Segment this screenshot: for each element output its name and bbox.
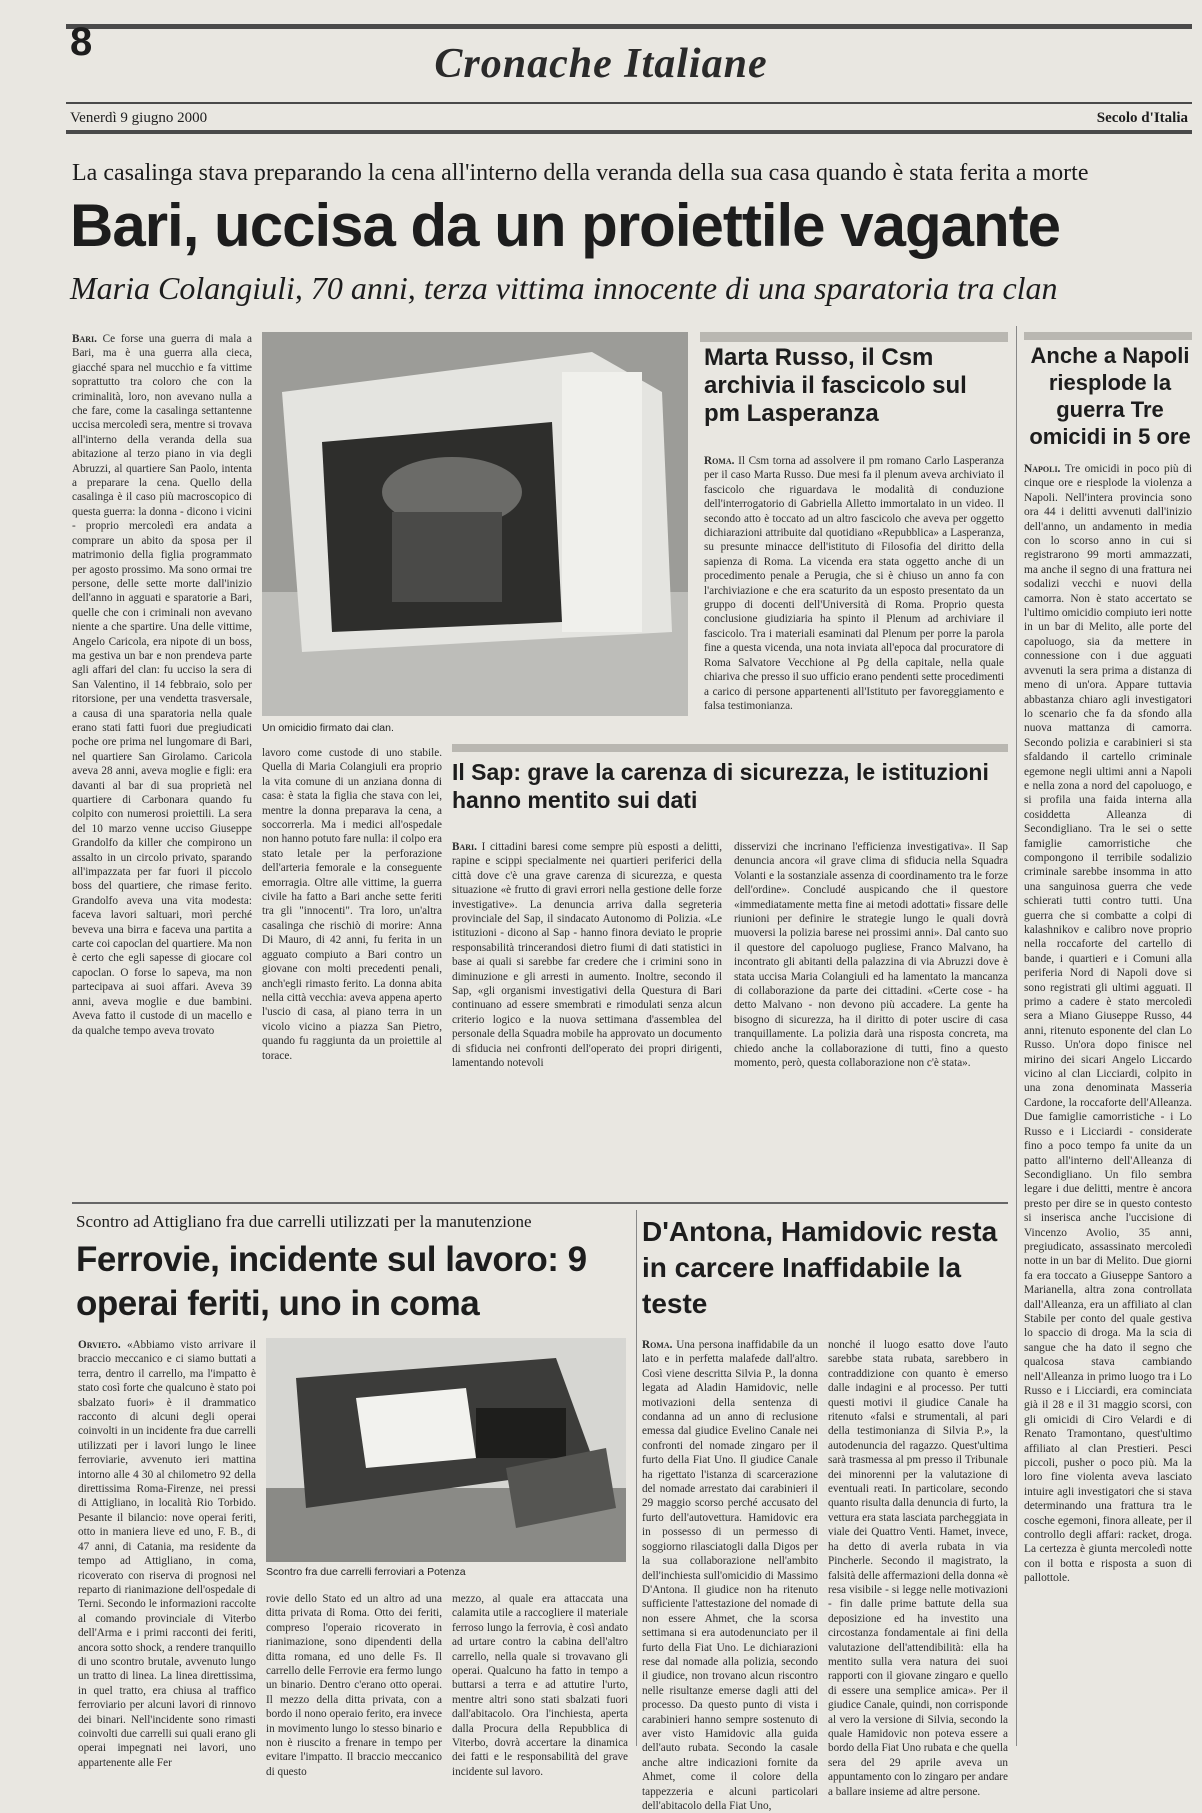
newspaper-name: Secolo d'Italia [1096,110,1188,126]
ferrovie-column-3: mezzo, al quale era attaccata una calamita utile a raccogliere il materiale ferroso lungo la ferrovia, è così andato ad urtare contro la cabina dell'altro carrello, nella quale si trovavano gli operai. Qualcuno ha fatto in tempo a buttarsi a terra e ad attutire l'urto, mentre altri sono stati sbalzati fuori dall'abitacolo. Ora l'inchiesta, aperta dalla Procura della Repubblica di Viterbo, dovrà accertare la dinamica dei fatti e le responsabilità del grave incidente sul lavoro. [452,1593,628,1778]
lead-column-2: lavoro come custode di uno stabile. Quella di Maria Colangiuli era proprio la vita comune di un anziana donna di casa: è stata la figlia che stava con lei, mentre la donna preparava la cena, a soccorrerla. Ma i medici all'ospedale non hanno potuto fare nulla: il colpo era stato letale per la perforazione dell'arteria femorale e la conseguente emorragia. Oltre alle vittime, la guerra civile ha fatto a Bari anche sette feriti tra gli "innocenti". Tra loro, un'altra casalinga che rischiò di morire: Anna Di Mauro, di 42 anni, fu ferita in un agguato compiuto a Bari contro un giovane con molti precedenti penali, anch'egli rimasto ferito. La donna abita nella città vecchia: aveva appena aperto l'uscio di casa, al piano terra in un vicolo vicino a piazza San Pietro, quando fu raggiunta da un proiettile al torace. [262,747,442,1062]
ferrovie-text-1: «Abbiamo visto arrivare il braccio meccanico e ci siamo buttati a terra, dentro il carrello, ma l'impatto è stato così forte che qualcuno è stato poi sbalzato fuori» è il drammatico racconto di alcuni degli operai coinvolti in un incidente fra due carrelli utilizzati per i lavori lungo le linee ferroviarie, avvenuto ieri mattina intorno alle 4 30 al chilometro 92 della direttissima Roma-Firenze, nei pressi di Attigliano, in località Rio Torbido. Pesante il bilancio: nove operai feriti, otto in maniera lieve ed uno, F. B., di 47 anni, di Catania, ma residente da tempo ad Attigliano, in coma, ricoverato con riserva di prognosi nel reparto di rianimazione dell'ospedale di Terni. Secondo le informazioni raccolte al comando provinciale di Viterbo dell'Arma e i primi racconti dei feriti, ancora sotto shock, a rendere tranquillo di uno scontro brutale, avvenuto lungo un tratto di linea. La linea direttissima, in quel tratto, era chiusa al traffico ferroviario per alcuni lavori di rinnovo dei binari. Nell'incidente sono rimasti coinvolti due carrelli sui quali erano gli operai impegnati nei lavori, uno appartenente alle Fer [78,1339,256,1769]
napoli-body [1024,462,1192,1748]
sap-dateline: Bari. [452,841,477,853]
masthead-rule [66,102,1192,104]
sap-headline: Il Sap: grave la carenza di sicurezza, le istituzioni hanno mentito sui dati [452,759,989,813]
masthead-bottom-rule [66,130,1192,134]
napoli-text: Tre omicidi in poco più di cinque ore e riesplode la violenza a Napoli. Nell'intera provincia sono ora 44 i delitti avvenuti dall'inizio dell'anno, un andamento in media con lo scorso anno in cui si registrarono 99 morti ammazzati, ma anche il segno di una frattura nei sodalizi vecchi e nuovi della camorra. Non è stato accertato se l'ultimo omicidio compiuto ieri notte in un bar di Melito, alle porte del capoluogo, sia da mettere in connessione con i due agguati avvenuti la sera prima a distanza di meno di un'ora. Appare tuttavia abbastanza chiaro agli investigatori lo scenario che fa da sfondo alla nuova mattanza di camorra. Secondo polizia e carabinieri si sta sfaldando il cartello criminale egemone negli ultimi anni a Napoli e nella zona a nord del capoluogo, e si profila una faida interna alla cosiddetta Alleanza di Secondigliano. Tra le sei o sette famiglie camorristiche che compongono il terribile sodalizio criminale sarebbe insomma in atto una sanguinosa guerra che vede schierati tutti contro tutti. Una guerra che si combatte a colpi di kalashnikov e calibro nove proprio nella roccaforte del cartello di bande, i quartieri e i Comuni alla periferia Nord di Napoli dove si sono registrati gli ultimi agguati. Il primo a cadere è stato mercoledì sera a Miano Giuseppe Russo, 44 anni, ritenuto esponente del clan Lo Russo. Un'ora dopo finisce nel mirino dei sicari Angelo Liccardo vicino al clan Licciardi, colpito in una zona denominata Masseria Cardone, la roccaforte dell'Alleanza. Due famiglie camorristiche - i Lo Russo e i Licciardi - considerate fino a poco tempo fa unite da un patto all'interno dell'Alleanza di Secondigliano. Un filo sembra legare i due delitti, mentre è ancora presto per dire se in questo contesto si inserisca anche l'uccisione di Vincenzo Avolio, 35 anni, pregiudicato, assassinato mercoledì notte in un bar di Melito. Due giorni fa era toccato a Giuseppe Santoro a Marianella, altra zona controllata dall'Alleanza, era un affiliato al clan Stabile per conto del quale gestiva lo spaccio di droga. Ma la scia di sangue che ha dato il segno che qualcosa stava cambiando nell'Alleanza in primo luogo tra i Lo Russo e i Licciardi, era cominciata già il 28 e il 31 maggio scorsi, con gli omicidi di Ciro Velardi e di Renato Tramontano, quest'ultimo affiliato al clan Prestieri. Pesci piccoli, pusher o poco più. Ma la loro fine violenta aveva lasciato intuire agli investigatori che si stava determinando una frattura tra le cosche egemoni, finora alleate, per il controllo degli affari: racket, droga. La certezza è giunta mercoledì notte con il botta e risposta a suon di pallottole. [1024,463,1192,1585]
ferrovie-headline: Ferrovie, incidente sul lavoro: 9 operai feriti, uno in coma [76,1240,587,1323]
sap-column-2: disservizi che incrinano l'efficienza investigativa». Il Sap denuncia ancora «il grave clima di sfiducia nella Squadra Volanti e la sostanziale assenza di coordinamento tra le forze dell'ordine». Concludé auspicando che il questore «immediatamente metta fine ai metodi adottati» fissare delle riunioni per definire le strategie lungo le quali dovrà muoversi la polizia barese nei prossimi anni». Dal canto suo il questore del capoluogo pugliese, Franco Malvano, ha incontrato gli abitanti della palazzina di via Abruzzi dove è stata uccisa Maria Colangiuli ed ha lamentato la mancanza di collaborazione da parte dei cittadini. «Certe cose - ha detto Malvano - non devono più accadere. La gente ha bisogno di sicurezza, ha il diritto di poter uscire di casa tranquillamente. La polizia darà una risposta concreta, ma chiedo anche la collaborazione di tutti, fino a questo momento, però, questa collaborazione non c'è stata». [734,841,1008,1070]
dantona-headline: D'Antona, Hamidovic resta in carcere Inaffidabile la teste [642,1216,998,1319]
russo-headline: Marta Russo, il Csm archivia il fascicolo sul pm Lasperanza [704,344,967,427]
sap-top-bar [452,744,1008,752]
lead-photo [262,332,688,716]
napoli-top-bar [1024,332,1192,340]
lead-text-1: Ce forse una guerra di mala a Bari, ma è una guerra alla cieca, giacché spara nel mucchio e fa vittime soprattutto tra coloro che con la criminalità, loro, non avevano nulla a che fare, come la casalinga settantenne uccisa mercoledì sera, mentre si trovava all'interno della veranda della sua abitazione al terzo piano in via degli Abruzzi, al quartiere San Paolo, intenta a preparare la cena. Quello della casalinga è il caso più macroscopico di questa guerra: la donna - dicono i vicini - proprio mercoledì era andata a comprare un abito da sposa per il matrimonio della figlia programmato per agosto prossimo. Ma sono ormai tre persone, delle sette morte dall'inizio dell'anno in agguati e sparatorie a Bari, quelle che con i criminali non avevano niente a che spartire. Una delle vittime, Angelo Caricola, era nipote di un boss, ma gestiva un bar e non prendeva parte agli affari del clan: fu ucciso la sera di San Valentino, il 14 febbraio, solo per ritorsione, per una vendetta trasversale, a causa di una sparatoria nella quale erano stati fatti fuori due pregiudicati poche ore prima nel lungomare di Bari, nel quartiere San Girolamo. Caricola aveva 28 anni, aveva moglie e figli: era davanti al bar di sua proprietà nel quartiere di Carbonara quando fu colpito con numerosi proiettili. La sera del 10 marzo venne ucciso Giuseppe Grandolfo da killer che compirono un assalto in un circolo privato, sparando all'impazzata per far fuori il piccolo boss del quartiere, che rimase ferito. Grandolfo aveva una vita modesta: faceva lavori saltuari, morì perché beveva una birra e faceva una partita a carte coi capoclan del quartiere. Ma non è certo che egli sapesse di giocare col capoclan. O forse lo sapeva, ma non partecipava ai suoi affari. Aveva 39 anni, aveva moglie e due bambini. Aveva fatto il custode di un macello e da qualche tempo aveva trovato [72,333,252,1037]
lead-column-1 [72,332,252,1194]
ferrovie-column-1 [78,1338,256,1769]
lead-headline: Bari, uccisa da un proiettile vagante [70,192,1060,259]
russo-top-bar [700,332,1008,342]
napoli-headline: Anche a Napoli riesplode la guerra Tre omicidi in 5 ore [1029,343,1191,449]
lead-kicker: La casalinga stava preparando la cena all'interno della veranda della sua casa quando è stata ferita a morte [72,160,1089,186]
section-title: Cronache Italiane [434,41,768,87]
lead-subhead: Maria Colangiuli, 70 anni, terza vittima innocente di una sparatoria tra clan [70,270,1058,306]
top-rule [66,24,1192,29]
dantona-text-1: Una persona inaffidabile da un lato e in perfetta malafede dall'altro. Così viene descritta Silvia P., la donna legata ad Aladin Hamidovic, nelle motivazioni della sentenza di condanna ad un anno di reclusione emessa dal giudice Evelino Canale nei confronti del nomade zingaro per il furto della Fiat Uno. Il giudice Canale ha rigettato l'istanza di scarcerazione del nomade arrestato dai carabinieri il 29 maggio scorso perché accusato del furto dell'autovettura. Hamidovic era in possesso di un permesso di soggiorno rilasciatogli dalla Digos per la sua collaborazione nell'ambito dell'inchiesta sull'omicidio di Massimo D'Antona. Il giudice non ha ritenuto sufficiente l'attestazione del nomade di non essere Ahmet, che la scorsa settimana si era autodenunciato per il furto della Fiat Uno. Le dichiarazioni rese dal nomade alla polizia, secondo il giudice, non trovano alcun riscontro nelle risultanze emerse dagli atti del processo. Da questo punto di vista i carabinieri hanno sempre sostenuto di aver visto Hamidovic alla guida dell'auto rubata. Secondo la casale anche altre indicazioni fornite da Ahmet, come il colore della tappezzeria e alcuni particolari dell'abitacolo della Fiat Uno, [642,1339,818,1812]
lead-dateline: Bari. [72,333,97,345]
issue-date: Venerdì 9 giugno 2000 [70,110,208,126]
russo-text: Il Csm torna ad assolvere il pm romano Carlo Lasperanza per il caso Marta Russo. Due mesi fa il plenum aveva archiviato il fascicolo che riguardava le modalità di conduzione dell'interrogatorio di Gabriella Alletto immortalato in un video. Il secondo atto è toccato ad un altro fascicolo che aveva per oggetto dichiarazioni attribuite dal quotidiano «Repubblica» a Lasperanza, su presunte minacce dell'istituto di Filosofia del diritto della sapienza di Roma. La vicenda era stata oggetto anche di un procedimento penale a Perugia, che si è chiuso un anno fa con l'archiviazione e che era scaturito da un esposto presentato da un gruppo di docenti dell'Università di Roma. Proprio questa conclusione giudiziaria ha spinto il Plenum ad archiviare il fascicolo. Tra i materiali esaminati dal Plenum per porre la parola fine a questa vicenda, una nota inviata all'epoca dal procuratore di Roma Salvatore Vecchione al Pg della capitale, nella quale chiariva che presso il suo ufficio erano pendenti sette procedimenti a carico di persone appartenenti all'Istituto per favoreggiamento e falsa testimonianza. [704,455,1004,712]
dantona-column-1 [642,1338,818,1812]
ferrovie-dateline: Orvieto. [78,1339,121,1351]
car-crime-scene-image [262,332,688,716]
ferrovie-column-2: rovie dello Stato ed un altro ad una ditta privata di Roma. Otto dei feriti, compreso l'operaio ricoverato in rianimazione, sono dipendenti della ditta romana, ed uno delle Fs. Il carrello delle Ferrovie era fermo lungo un binario. Dentro c'erano otto operai. Il mezzo della ditta privata, con a bordo il nono operaio ferito, era invece in movimento lungo lo stesso binario e non è riuscito a frenare in tempo per evitare l'impatto. Il braccio meccanico di questo [266,1593,442,1778]
russo-body [704,454,1004,714]
sidebar-divider [1016,326,1017,1746]
ferrovie-photo [266,1338,626,1562]
dantona-column-2: nonché il luogo esatto dove l'auto sarebbe stata rubata, sarebbero in contraddizione con quanto è emerso dalle indagini e al processo. Per tutti questi motivi il giudice Canale ha ritenuto «falsi e strumentali, al pari della testimonianza di Silvia P.», la autodenuncia del ragazzo. Quest'ultima sarà trasmessa al pm presso il Tribunale dei minorenni per la valutazione di eventuali reati. In particolare, secondo quanto risulta dalla denuncia di furto, la vettura era stata lasciata parcheggiata in viale dei Quattro Venti. Hamet, invece, ha detto di averla rubata in via Pincherle. Secondo il magistrato, la falsità delle affermazioni della donna «è resa visibile - si legge nelle motivazioni - fin dalle prime battute della sua deposizione ed ha investito una circostanza fondamentale ai fini della valutazione dell'attendibilità: ella ha mentito sulla vera natura dei suoi rapporti con il giovane zingaro e quello di essere una semplice amica». Per il giudice Canale, quindi, non corrisponde al vero la versione di Silvia, secondo la quale Hamidovic non poteva essere a bordo della Fiat Uno rubata e che quella sera del 29 aprile aveva un appuntamento con lo zingaro per andare a ballare insieme ad altre persone. [828,1339,1008,1798]
lower-section-rule [72,1202,1008,1204]
rail-cart-crash-image [266,1338,626,1562]
ferrovie-kicker: Scontro ad Attigliano fra due carrelli utilizzati per la manutenzione [76,1212,532,1231]
ferrovie-photo-caption: Scontro fra due carrelli ferroviari a Potenza [266,1566,466,1578]
page-number: 8 [70,20,93,64]
dantona-divider [636,1210,637,1746]
sap-column-1 [452,840,722,1196]
napoli-dateline: Napoli. [1024,463,1061,475]
dantona-dateline: Roma. [642,1339,673,1351]
russo-dateline: Roma. [704,455,735,467]
sap-text-1: I cittadini baresi come sempre più esposti a delitti, rapine e scippi specialmente nei quartieri periferici della città dove c'è una grave carenza di sicurezza, e questa situazione «è frutto di gravi errori nella gestione delle forze investigative». La denuncia arriva dalla segreteria provinciale del Sap, il sindacato Autonomo di Polizia. «Le istituzioni - dicono al Sap - hanno finora deviato le proprie responsabilità trincerandosi dietro fiumi di dati statistici in base ai quali si sarebbe far credere che i crimini sono in diminuzione e gli arresti in aumento. Inoltre, secondo il Sap, «gli organismi investigativi della Questura di Bari continuano ad essere smembrati e rimodulati senza alcun criterio logico e la nuova settimana d'assemblea del personale della Squadra mobile ha approvato un documento di sfiducia nei confronti dell'operato dei propri dirigenti, lamentando notevoli [452,841,722,1070]
lead-photo-caption: Un omicidio firmato dai clan. [262,722,394,734]
